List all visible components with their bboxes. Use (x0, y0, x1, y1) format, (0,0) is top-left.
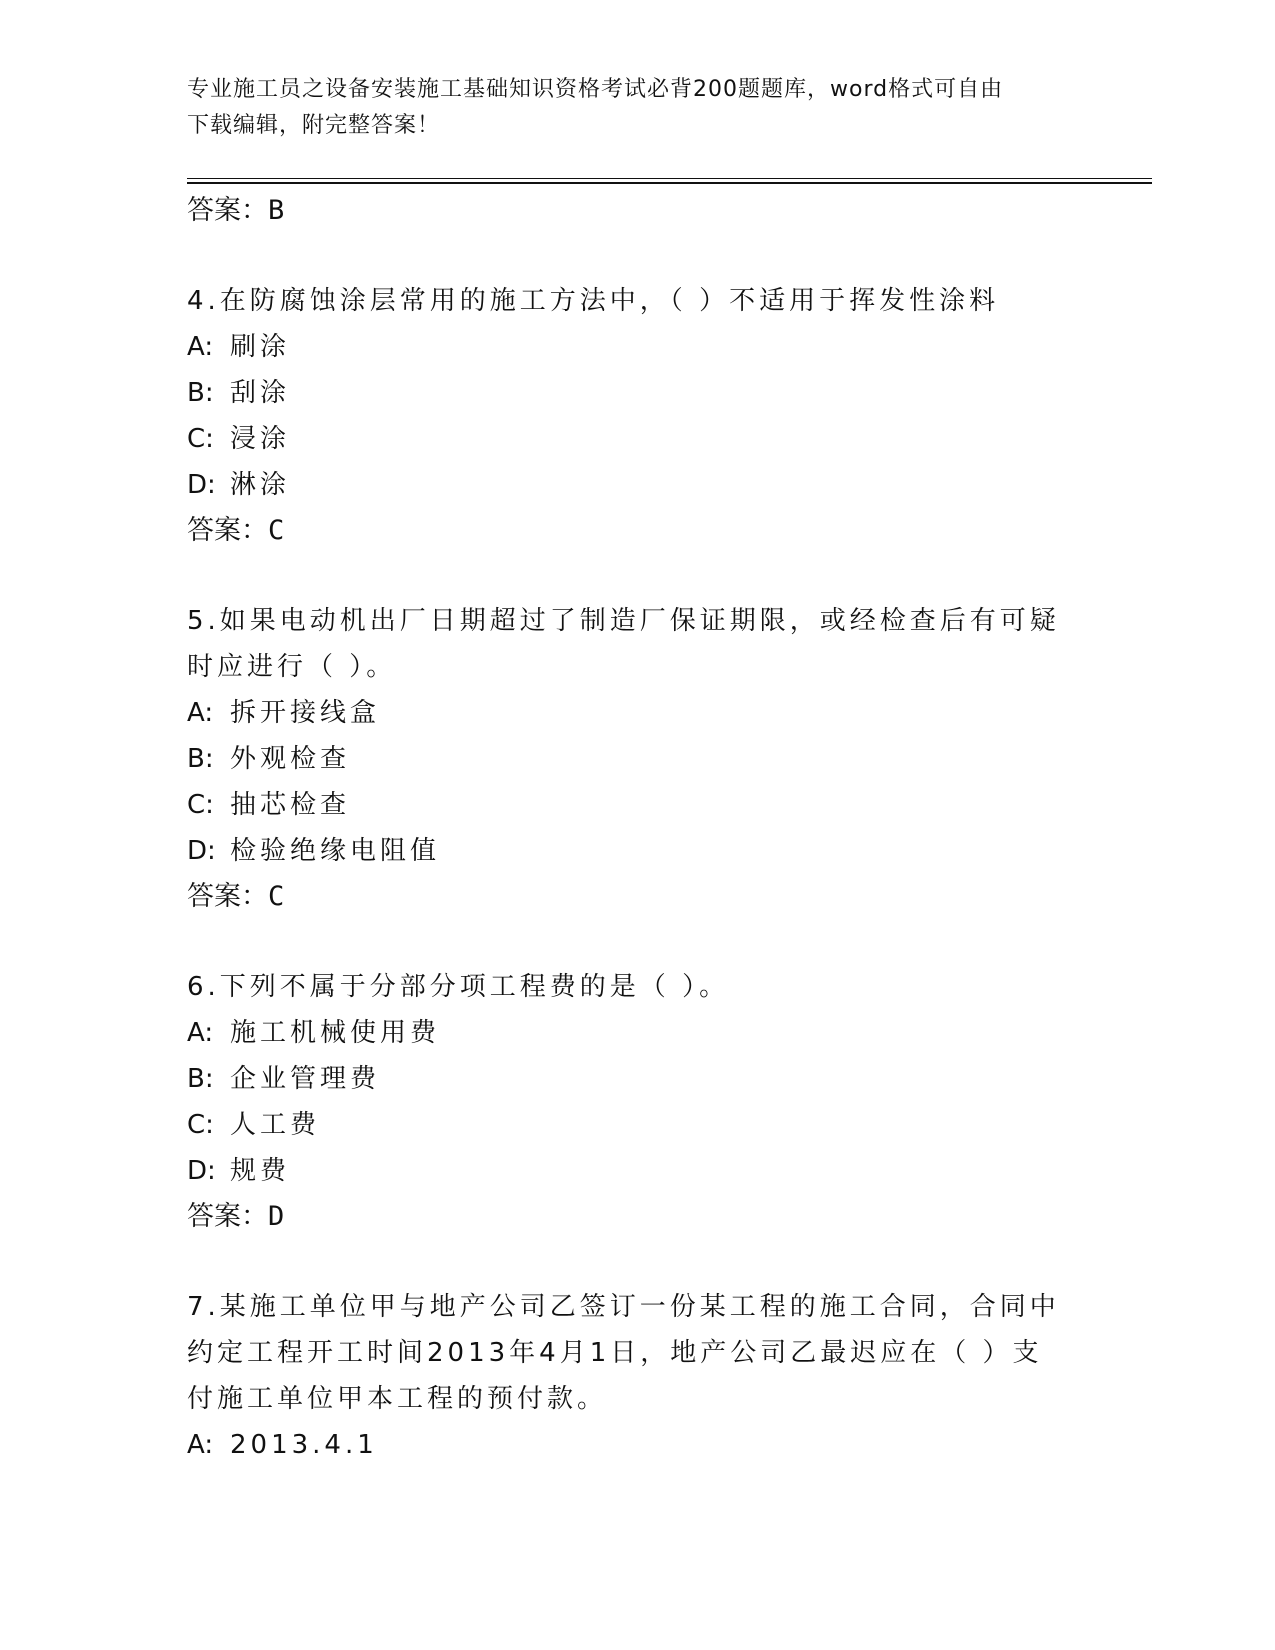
spacer (187, 234, 1067, 278)
question-stem: 7.某施工单位甲与地产公司乙签订一份某工程的施工合同，合同中约定工程开工时间2013年4月1日，地产公司乙最迟应在（ ）支付施工单位甲本工程的预付款。 (187, 1292, 1060, 1414)
option-letter: C: (187, 424, 214, 454)
option-a (187, 324, 1067, 370)
answer-line (187, 188, 1067, 234)
answer-value: D (268, 1201, 285, 1232)
option-letter: A: (187, 1018, 214, 1048)
option-letter: A: (187, 1430, 214, 1460)
answer-label: 答案： (187, 515, 268, 546)
answer-line (187, 508, 1067, 554)
option-d (187, 828, 1067, 874)
option-text: 2013.4.1 (230, 1430, 378, 1460)
option-letter: A: (187, 332, 214, 362)
answer-line (187, 874, 1067, 920)
question-item (187, 278, 1067, 554)
option-letter: A: (187, 698, 214, 728)
option-b (187, 1056, 1067, 1102)
header-title-line2: 下载编辑，附完整答案！ (187, 113, 441, 138)
option-text: 施工机械使用费 (230, 1018, 441, 1048)
spacer (187, 554, 1067, 598)
option-text: 外观检查 (230, 744, 351, 774)
option-letter: B: (187, 1064, 214, 1094)
question-item (187, 598, 1067, 920)
option-text: 刮涂 (230, 378, 291, 408)
option-d (187, 462, 1067, 508)
question-item (187, 964, 1067, 1240)
spacer (187, 1240, 1067, 1284)
answer-value: B (268, 195, 285, 226)
option-a (187, 690, 1067, 736)
question-list (187, 188, 1067, 1468)
question-stem: 4.在防腐蚀涂层常用的施工方法中，（ ）不适用于挥发性涂料 (187, 286, 1000, 316)
option-a (187, 1422, 1067, 1468)
option-c (187, 782, 1067, 828)
header-title-line1: 专业施工员之设备安装施工基础知识资格考试必背200题题库，word格式可自由 (187, 77, 1004, 102)
question-stem: 5.如果电动机出厂日期超过了制造厂保证期限，或经检查后有可疑时应进行（ ）。 (187, 606, 1060, 682)
option-b (187, 736, 1067, 782)
option-text: 企业管理费 (230, 1064, 381, 1094)
option-d (187, 1148, 1067, 1194)
option-letter: B: (187, 744, 214, 774)
option-letter: C: (187, 1110, 214, 1140)
answer-label: 答案： (187, 195, 268, 226)
option-text: 检验绝缘电阻值 (230, 836, 441, 866)
answer-value: C (268, 515, 285, 546)
header-rule-thin (187, 178, 1152, 179)
question-item (187, 1284, 1067, 1468)
option-a (187, 1010, 1067, 1056)
option-text: 刷涂 (230, 332, 291, 362)
option-letter: C: (187, 790, 214, 820)
question-stem: 6.下列不属于分部分项工程费的是（ ）。 (187, 972, 730, 1002)
option-text: 抽芯检查 (230, 790, 351, 820)
spacer (187, 920, 1067, 964)
option-b (187, 370, 1067, 416)
option-letter: D: (187, 836, 216, 866)
option-c (187, 1102, 1067, 1148)
document-header (187, 72, 1067, 144)
option-letter: D: (187, 470, 216, 500)
option-letter: D: (187, 1156, 216, 1186)
option-text: 人工费 (230, 1110, 321, 1140)
answer-label: 答案： (187, 881, 268, 912)
option-letter: B: (187, 378, 214, 408)
option-text: 规费 (230, 1156, 291, 1186)
option-text: 淋涂 (230, 470, 291, 500)
answer-label: 答案： (187, 1201, 268, 1232)
option-text: 浸涂 (230, 424, 291, 454)
option-text: 拆开接线盒 (230, 698, 381, 728)
header-rule-thick (187, 182, 1152, 184)
answer-value: C (268, 881, 285, 912)
option-c (187, 416, 1067, 462)
answer-line (187, 1194, 1067, 1240)
